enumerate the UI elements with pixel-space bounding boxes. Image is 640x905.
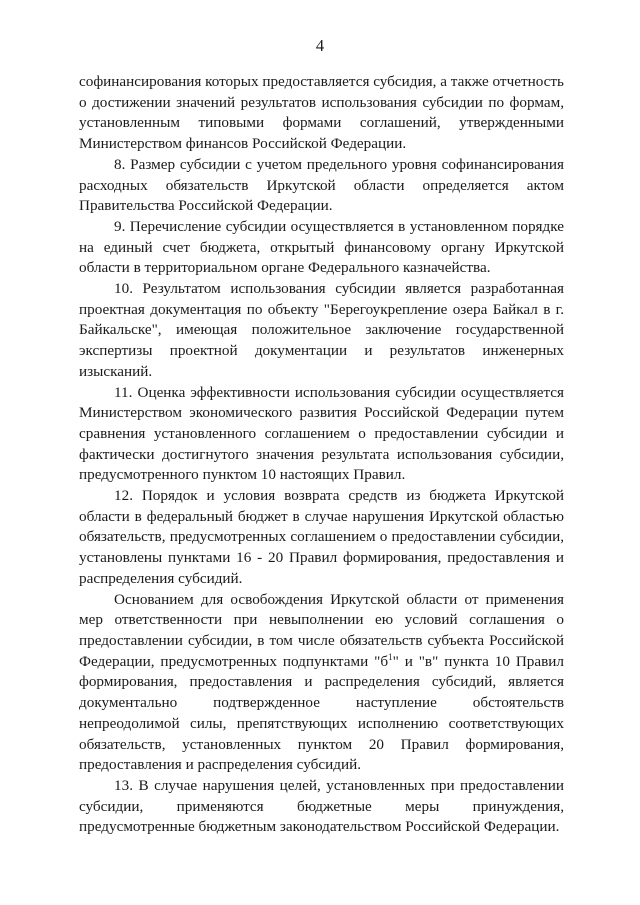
paragraph-text-part: " и "в" пункта 10 Правил формирования, предоставления и распределения субсидий, является документально подтвержденное наступление обстоятельств непреодолимой силы, препятствующих исполнению соответствующих обязательств, установленных пунктом 20 Правил формирования, предоставления и распределения субсидий.	[79, 652, 565, 774]
paragraph-12: 12. Порядок и условия возврата средств из бюджета Иркутской области в федеральный бюджет в случае нарушения Иркутской областью обязательств, предусмотренных соглашением о предоставлении субсидии, установлены пунктами 16 - 20 Правил формирования, предоставления и распределения субсидий.	[79, 487, 564, 587]
document-body	[79, 72, 564, 838]
paragraph-13: 13. В случае нарушения целей, установленных при предоставлении субсидии, применяются бюджетные меры принуждения, предусмотренные бюджетным законодательством Российской Федерации.	[79, 776, 564, 836]
paragraph-release-grounds	[79, 590, 564, 776]
paragraph-11: 11. Оценка эффективности использования субсидии осуществляется Министерством экономического развития Российской Федерации путем сравнения установленного соглашением о предоставлении субсидии и фактически достигнутого значения результата использования субсидии, предусмотренного пунктом 10 настоящих Правил.	[79, 383, 564, 484]
superscript-marker: 1	[388, 651, 393, 662]
page-number: 4	[315, 36, 325, 55]
paragraph-8: 8. Размер субсидии с учетом предельного уровня софинансирования расходных обязательств Иркутской области определяется актом Правительства Российской Федерации.	[79, 155, 564, 215]
paragraph-9: 9. Перечисление субсидии осуществляется в установленном порядке на единый счет бюджета, открытый финансовому органу Иркутской области в территориальном органе Федерального казначейства.	[79, 217, 564, 277]
paragraph-10: 10. Результатом использования субсидии является разработанная проектная документация по объекту "Берегоукрепление озера Байкал в г. Байкальске", имеющая положительное заключение государственной экспертизы проектной документации и результатов инженерных изысканий.	[79, 280, 564, 380]
paragraph-text-part: Основанием для освобождения Иркутской области от применения мер ответственности при невыполнении ею условий соглашения о предоставлении субсидии, в том числе обязательств субъекта Российской Федерации, предусмотренных подпунктами "б	[79, 590, 564, 670]
paragraph-continuation: софинансирования которых предоставляется субсидия, а также отчетность о достижении значений результатов использования субсидии по формам, установленным типовыми формами соглашений, утвержденными Министерством финансов Российской Федерации.	[79, 73, 564, 153]
